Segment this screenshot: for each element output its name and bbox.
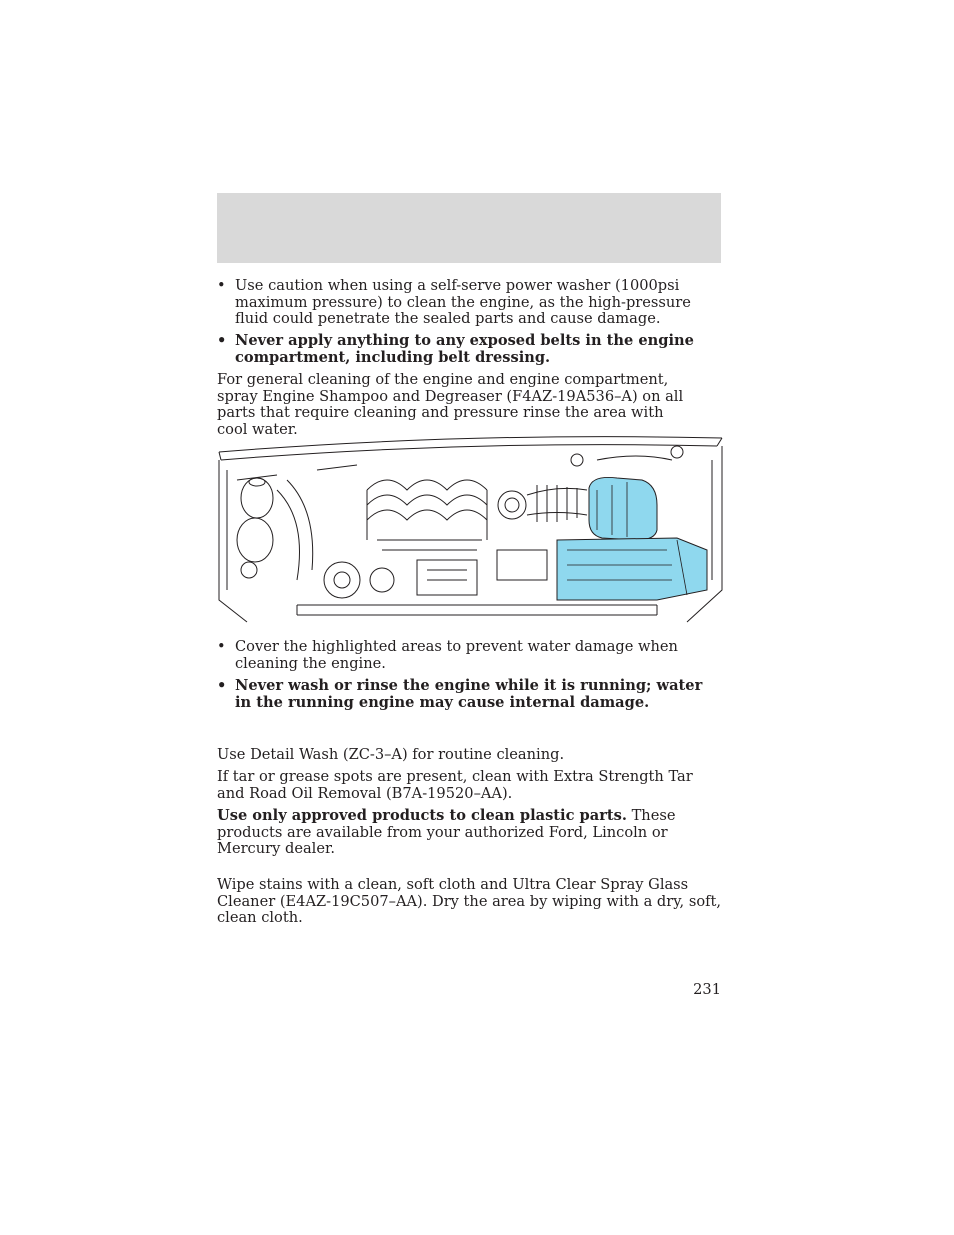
bullet-cover-areas (217, 639, 722, 672)
bullet-marker: • (217, 277, 226, 294)
page-number: 231 (693, 981, 721, 998)
bullet-power-washer (217, 278, 722, 328)
bullet-text: Never wash or rinse the engine while it is running; water in the running engine may cause internal damage. (235, 677, 703, 711)
bullet-marker: • (217, 677, 227, 694)
air-cleaner-highlight (589, 477, 657, 540)
section-header-band (217, 193, 721, 263)
bullet-text: Cover the highlighted areas to prevent water damage when cleaning the engine. (235, 638, 678, 672)
bullet-belts-warning (217, 333, 722, 366)
battery-pcm-highlight (557, 538, 707, 600)
bullet-text: Use caution when using a self-serve power washer (1000psi maximum pressure) to clean the engine, as the high-pressure fluid could penetrate the sealed parts and cause damage. (235, 277, 691, 328)
bullet-marker: • (217, 332, 227, 349)
wipe-stains-paragraph: Wipe stains with a clean, soft cloth and Ultra Clear Spray Glass Cleaner (E4AZ-19C507–AA). Dry the area by wiping with a dry, soft, clean cloth. (217, 876, 722, 927)
detail-wash-paragraph: Use Detail Wash (ZC-3–A) for routine cleaning. (217, 746, 565, 763)
bullet-text: Never apply anything to any exposed belts in the engine compartment, including belt dressing. (235, 332, 694, 366)
engine-compartment-illustration (217, 430, 725, 625)
approved-products-rest: These products are available from your authorized Ford, Lincoln or Mercury dealer. (217, 807, 676, 858)
approved-products-paragraph (217, 808, 722, 858)
general-cleaning-paragraph: For general cleaning of the engine and engine compartment, spray Engine Shampoo and Degreaser (F4AZ-19A536–A) on all parts that require cleaning and pressure rinse the area with cool water. (217, 371, 684, 438)
bullet-marker: • (217, 638, 226, 655)
tar-grease-paragraph: If tar or grease spots are present, clean with Extra Strength Tar and Road Oil Removal (B7A-19520–AA). (217, 768, 693, 802)
approved-products-bold: Use only approved products to clean plastic parts. (217, 807, 627, 824)
bullet-running-engine-warning (217, 678, 722, 711)
